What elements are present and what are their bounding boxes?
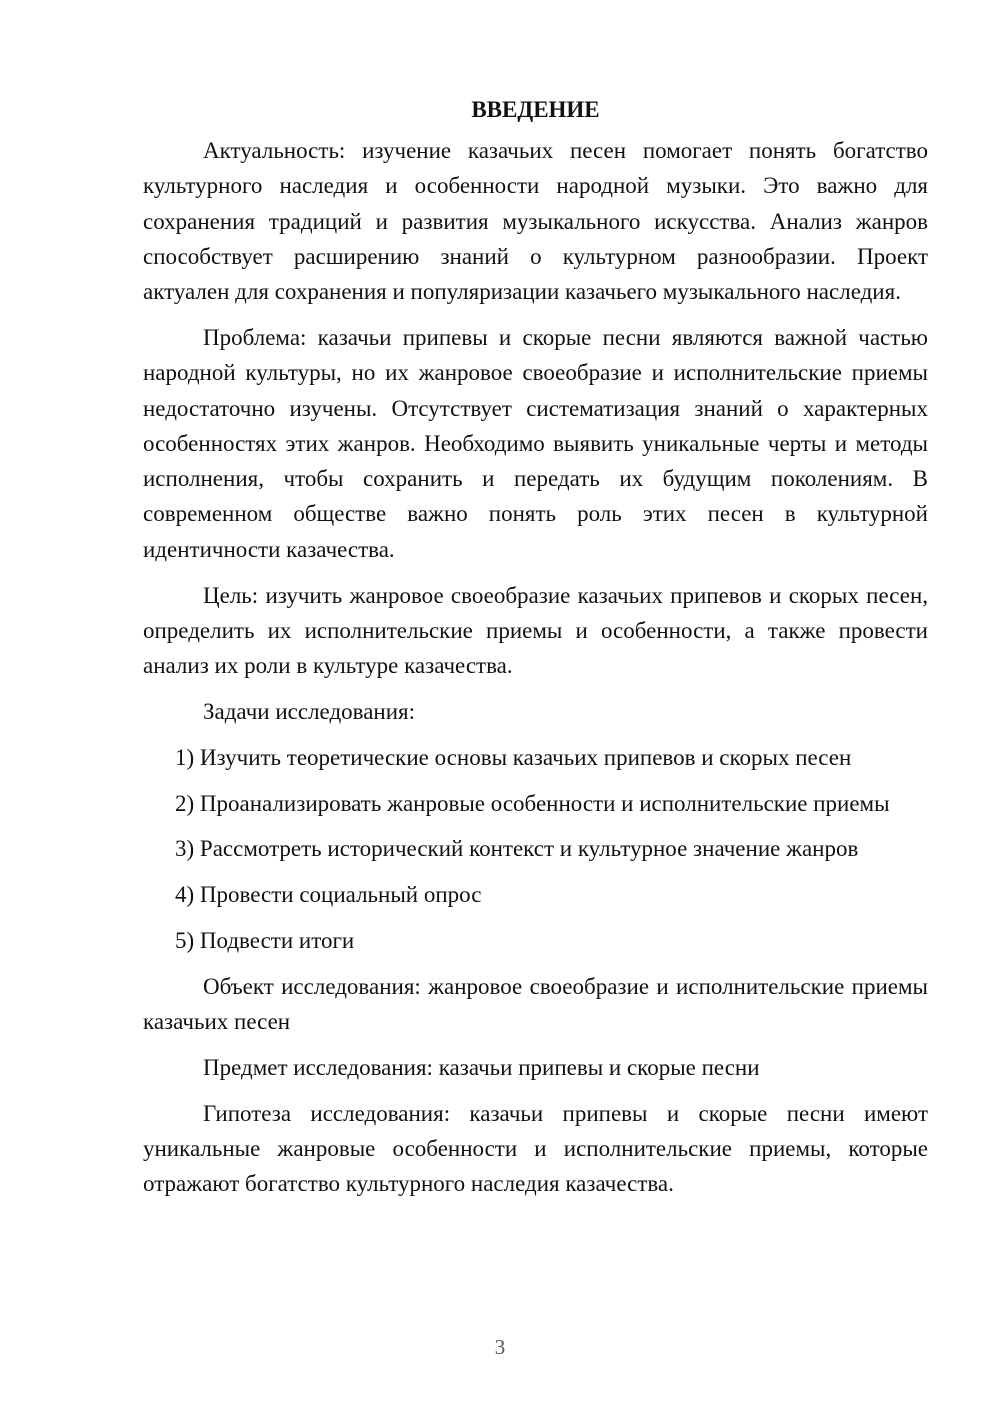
page-number: 3: [494, 1335, 506, 1359]
paragraph-goal: Цель: изучить жанровое своеобразие казачьих припевов и скорых песен, определить их исполнительские приемы и особенности, а также провести анализ их роли в культуре казачества.: [143, 582, 928, 679]
task-item-1: 1) Изучить теоретические основы казачьих припевов и скорых песен: [175, 744, 852, 770]
paragraph-object: Объект исследования: жанровое своеобразие и исполнительские приемы казачьих песен: [143, 973, 928, 1035]
document-page: [143, 92, 928, 1212]
task-item-5: 5) Подвести итоги: [175, 927, 355, 953]
section-heading: ВВЕДЕНИЕ: [471, 97, 600, 122]
paragraph-subject: Предмет исследования: казачьи припевы и скорые песни: [203, 1054, 760, 1080]
paragraph-hypothesis: Гипотеза исследования: казачьи припевы и скорые песни имеют уникальные жанровые особенности и исполнительские приемы, которые отражают богатство культурного наследия казачества.: [143, 1100, 928, 1197]
task-item-3: 3) Рассмотреть исторический контекст и культурное значение жанров: [175, 836, 859, 862]
task-item-2: 2) Проанализировать жанровые особенности и исполнительские приемы: [175, 790, 890, 816]
task-item-4: 4) Провести социальный опрос: [175, 882, 482, 908]
paragraph-problem: Проблема: казачьи припевы и скорые песни являются важной частью народной культуры, но их жанровое своеобразие и исполнительские приемы недостаточно изучены. Отсутствует систематизация знаний о характерных особенностях этих жанров. Необходимо выявить уникальные черты и методы исполнения, чтобы сохранить и передать их будущим поколениям. В современном обществе важно понять роль этих песен в культурной идентичности казачества.: [143, 324, 928, 562]
tasks-heading: Задачи исследования:: [203, 698, 416, 724]
paragraph-relevance: Актуальность: изучение казачьих песен помогает понять богатство культурного наследия и особенности народной музыки. Это важно для сохранения традиций и развития музыкального искусства. Анализ жанров способствует расширению знаний о культурном разнообразии. Проект актуален для сохранения и популяризации казачьего музыкального наследия.: [143, 138, 928, 305]
tasks-list: [143, 740, 928, 958]
